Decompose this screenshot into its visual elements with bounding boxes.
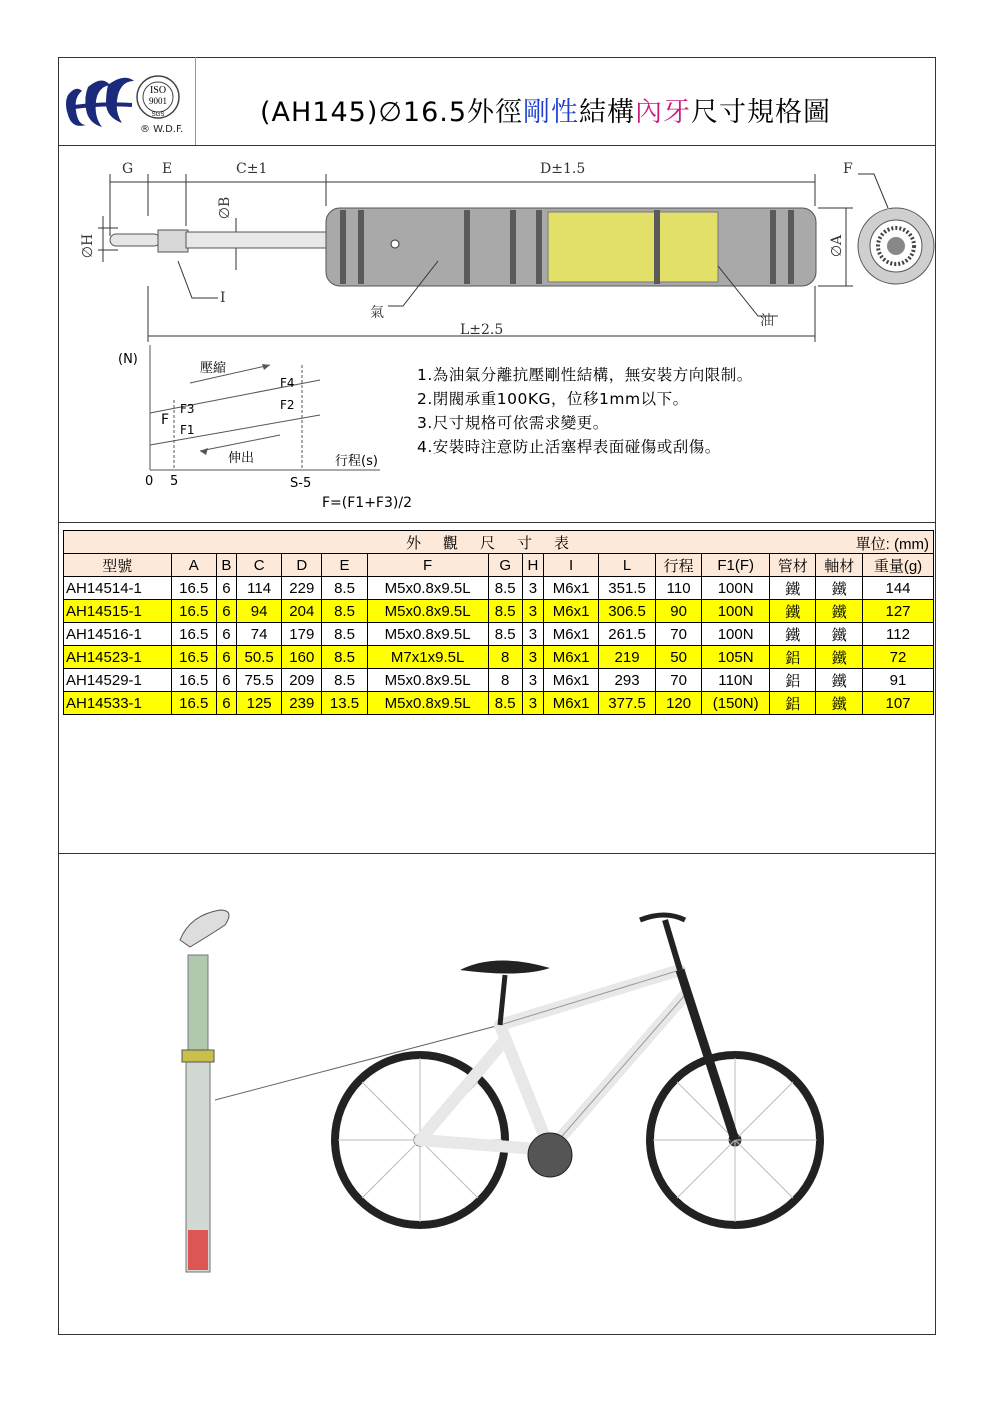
table-cell: 204 — [282, 600, 322, 623]
table-cell: 107 — [863, 692, 934, 715]
table-header-cell: G — [488, 554, 522, 577]
table-cell: AH14529-1 — [64, 669, 172, 692]
graph-xs5: S-5 — [290, 476, 312, 491]
table-cell: 8.5 — [488, 692, 522, 715]
table-caption-row — [64, 531, 934, 554]
table-cell: 16.5 — [171, 669, 216, 692]
table-header-cell: 行程 — [655, 554, 702, 577]
table-cell: 209 — [282, 669, 322, 692]
logo-sgs: SGS — [151, 112, 165, 118]
table-cell: 8.5 — [488, 600, 522, 623]
note-2: 2.閉閥承重100KG，位移1mm以下。 — [417, 390, 689, 408]
table-header-cell: B — [216, 554, 236, 577]
table-cell: 377.5 — [599, 692, 656, 715]
table-cell: 13.5 — [322, 692, 367, 715]
table-cell: 3 — [522, 692, 543, 715]
table-header-row — [64, 554, 934, 577]
gas-spring-drawing — [58, 146, 936, 346]
dim-f: F — [843, 161, 853, 177]
dim-g: G — [122, 161, 134, 177]
dim-l: L±2.5 — [460, 322, 504, 338]
table-cell: M6x1 — [543, 623, 598, 646]
table-cell: 6 — [216, 669, 236, 692]
table-row — [64, 646, 934, 669]
table-cell: M5x0.8x9.5L — [367, 692, 488, 715]
table-cell: 8.5 — [488, 577, 522, 600]
graph-f4: F4 — [280, 376, 295, 390]
table-cell: 6 — [216, 577, 236, 600]
table-cell: 50 — [655, 646, 702, 669]
spec-table — [63, 530, 934, 715]
table-cell: 16.5 — [171, 600, 216, 623]
dim-b: ∅B — [217, 196, 234, 220]
table-cell: 72 — [863, 646, 934, 669]
table-cell: 306.5 — [599, 600, 656, 623]
table-cell: 70 — [655, 669, 702, 692]
table-cell: AH14523-1 — [64, 646, 172, 669]
table-row — [64, 692, 934, 715]
note-1: 1.為油氣分離抗壓剛性結構，無安裝方向限制。 — [417, 366, 753, 384]
table-cell: 91 — [863, 669, 934, 692]
table-cell: 鐵 — [816, 577, 863, 600]
table-cell: 16.5 — [171, 692, 216, 715]
dim-h: ∅H — [80, 233, 97, 259]
table-cell: 鐵 — [816, 669, 863, 692]
table-cell: 8.5 — [322, 577, 367, 600]
table-row — [64, 577, 934, 600]
table-cell: AH14515-1 — [64, 600, 172, 623]
table-header-cell: L — [599, 554, 656, 577]
table-cell: 74 — [236, 623, 281, 646]
table-cell: M5x0.8x9.5L — [367, 600, 488, 623]
table-cell: 144 — [863, 577, 934, 600]
table-cell: 鐵 — [816, 600, 863, 623]
graph-f3: F3 — [180, 402, 195, 416]
table-cell: 16.5 — [171, 623, 216, 646]
table-cell: M5x0.8x9.5L — [367, 669, 488, 692]
label-gas: 氣 — [370, 305, 384, 321]
table-caption: 外觀尺寸表 — [405, 534, 591, 552]
note-3: 3.尺寸規格可依需求變更。 — [417, 414, 609, 432]
table-cell: 3 — [522, 600, 543, 623]
table-cell: AH14514-1 — [64, 577, 172, 600]
table-cell: 120 — [655, 692, 702, 715]
table-cell: 6 — [216, 623, 236, 646]
table-cell: 70 — [655, 623, 702, 646]
dim-d: D±1.5 — [540, 161, 586, 177]
table-cell: 16.5 — [171, 646, 216, 669]
table-cell: 鐵 — [769, 600, 816, 623]
table-header-cell: 重量(g) — [863, 554, 934, 577]
table-cell: 鋁 — [769, 646, 816, 669]
graph-f1: F1 — [180, 423, 195, 437]
table-cell: 110N — [702, 669, 770, 692]
dim-a: ∅A — [829, 234, 846, 258]
table-row — [64, 669, 934, 692]
table-header-cell: D — [282, 554, 322, 577]
table-header-cell: I — [543, 554, 598, 577]
table-cell: 6 — [216, 600, 236, 623]
table-cell: M6x1 — [543, 646, 598, 669]
table-cell: 3 — [522, 577, 543, 600]
table-header-cell: F1(F) — [702, 554, 770, 577]
divider-table — [58, 522, 936, 523]
table-cell: M5x0.8x9.5L — [367, 577, 488, 600]
table-cell: AH14533-1 — [64, 692, 172, 715]
table-cell: 114 — [236, 577, 281, 600]
table-cell: 100N — [702, 600, 770, 623]
table-cell: 8 — [488, 646, 522, 669]
saddle-clamp-icon — [180, 910, 229, 947]
dim-c: C±1 — [236, 161, 268, 177]
table-cell: 112 — [863, 623, 934, 646]
table-cell: 6 — [216, 646, 236, 669]
graph-extend: 伸出 — [228, 451, 255, 466]
logo-brand-text: ® W.D.F. — [140, 124, 184, 135]
table-cell: AH14516-1 — [64, 623, 172, 646]
table-cell: 219 — [599, 646, 656, 669]
label-oil: 油 — [760, 313, 774, 329]
table-header-cell: F — [367, 554, 488, 577]
table-cell: 75.5 — [236, 669, 281, 692]
table-cell: 3 — [522, 646, 543, 669]
table-cell: 105N — [702, 646, 770, 669]
table-row — [64, 623, 934, 646]
table-cell: M7x1x9.5L — [367, 646, 488, 669]
table-cell: 50.5 — [236, 646, 281, 669]
table-cell: 110 — [655, 577, 702, 600]
table-header-cell: 管材 — [769, 554, 816, 577]
table-cell: 8.5 — [322, 669, 367, 692]
graph-y-unit: (N) — [118, 352, 138, 367]
table-header-cell: A — [171, 554, 216, 577]
table-cell: (150N) — [702, 692, 770, 715]
table-cell: 125 — [236, 692, 281, 715]
table-cell: 100N — [702, 577, 770, 600]
table-cell: 鐵 — [769, 577, 816, 600]
table-cell: 鐵 — [816, 646, 863, 669]
table-cell: 8.5 — [488, 623, 522, 646]
table-cell: 8.5 — [322, 600, 367, 623]
table-cell: 127 — [863, 600, 934, 623]
table-cell: 3 — [522, 623, 543, 646]
table-cell: 351.5 — [599, 577, 656, 600]
table-cell: 16.5 — [171, 577, 216, 600]
table-header-cell: C — [236, 554, 281, 577]
table-cell: 3 — [522, 669, 543, 692]
table-cell: M5x0.8x9.5L — [367, 623, 488, 646]
graph-formula: F=(F1+F3)/2 — [322, 495, 412, 511]
graph-f2: F2 — [280, 398, 295, 412]
table-cell: 鐵 — [816, 692, 863, 715]
table-cell: 100N — [702, 623, 770, 646]
note-4: 4.安裝時注意防止活塞桿表面碰傷或刮傷。 — [417, 438, 721, 456]
graph-f: F — [161, 412, 170, 428]
table-unit: 單位: (mm) — [855, 536, 929, 553]
logo-iso-number: 9001 — [149, 96, 167, 106]
page-title: (AH145)∅16.5外徑剛性結構內牙尺寸規格圖 — [260, 97, 832, 128]
table-cell: 鋁 — [769, 669, 816, 692]
table-cell: 229 — [282, 577, 322, 600]
dim-i: I — [220, 290, 226, 306]
graph-x5: 5 — [170, 474, 179, 489]
table-cell: M6x1 — [543, 577, 598, 600]
dim-e: E — [162, 161, 173, 177]
table-header-cell: 型號 — [64, 554, 172, 577]
table-header-cell: E — [322, 554, 367, 577]
table-cell: M6x1 — [543, 692, 598, 715]
table-header-cell: H — [522, 554, 543, 577]
table-row — [64, 600, 934, 623]
table-cell: M6x1 — [543, 669, 598, 692]
table-cell: 鐵 — [769, 623, 816, 646]
divider-images — [58, 853, 936, 854]
table-cell: 8 — [488, 669, 522, 692]
table-cell: 239 — [282, 692, 322, 715]
table-cell: 鋁 — [769, 692, 816, 715]
table-cell: 94 — [236, 600, 281, 623]
table-body — [64, 577, 934, 715]
graph-compress: 壓縮 — [200, 361, 227, 376]
table-cell: 179 — [282, 623, 322, 646]
table-cell: 261.5 — [599, 623, 656, 646]
logo-iso: ISO — [149, 85, 167, 96]
graph-x0: 0 — [145, 474, 154, 489]
table-cell: 293 — [599, 669, 656, 692]
table-cell: M6x1 — [543, 600, 598, 623]
table-cell: 90 — [655, 600, 702, 623]
table-cell: 8.5 — [322, 646, 367, 669]
table-cell: 8.5 — [322, 623, 367, 646]
table-header-cell: 軸材 — [816, 554, 863, 577]
table-cell: 160 — [282, 646, 322, 669]
table-cell: 6 — [216, 692, 236, 715]
graph-x-label: 行程(s) — [335, 454, 378, 469]
product-illustration — [160, 900, 860, 1300]
table-cell: 鐵 — [816, 623, 863, 646]
